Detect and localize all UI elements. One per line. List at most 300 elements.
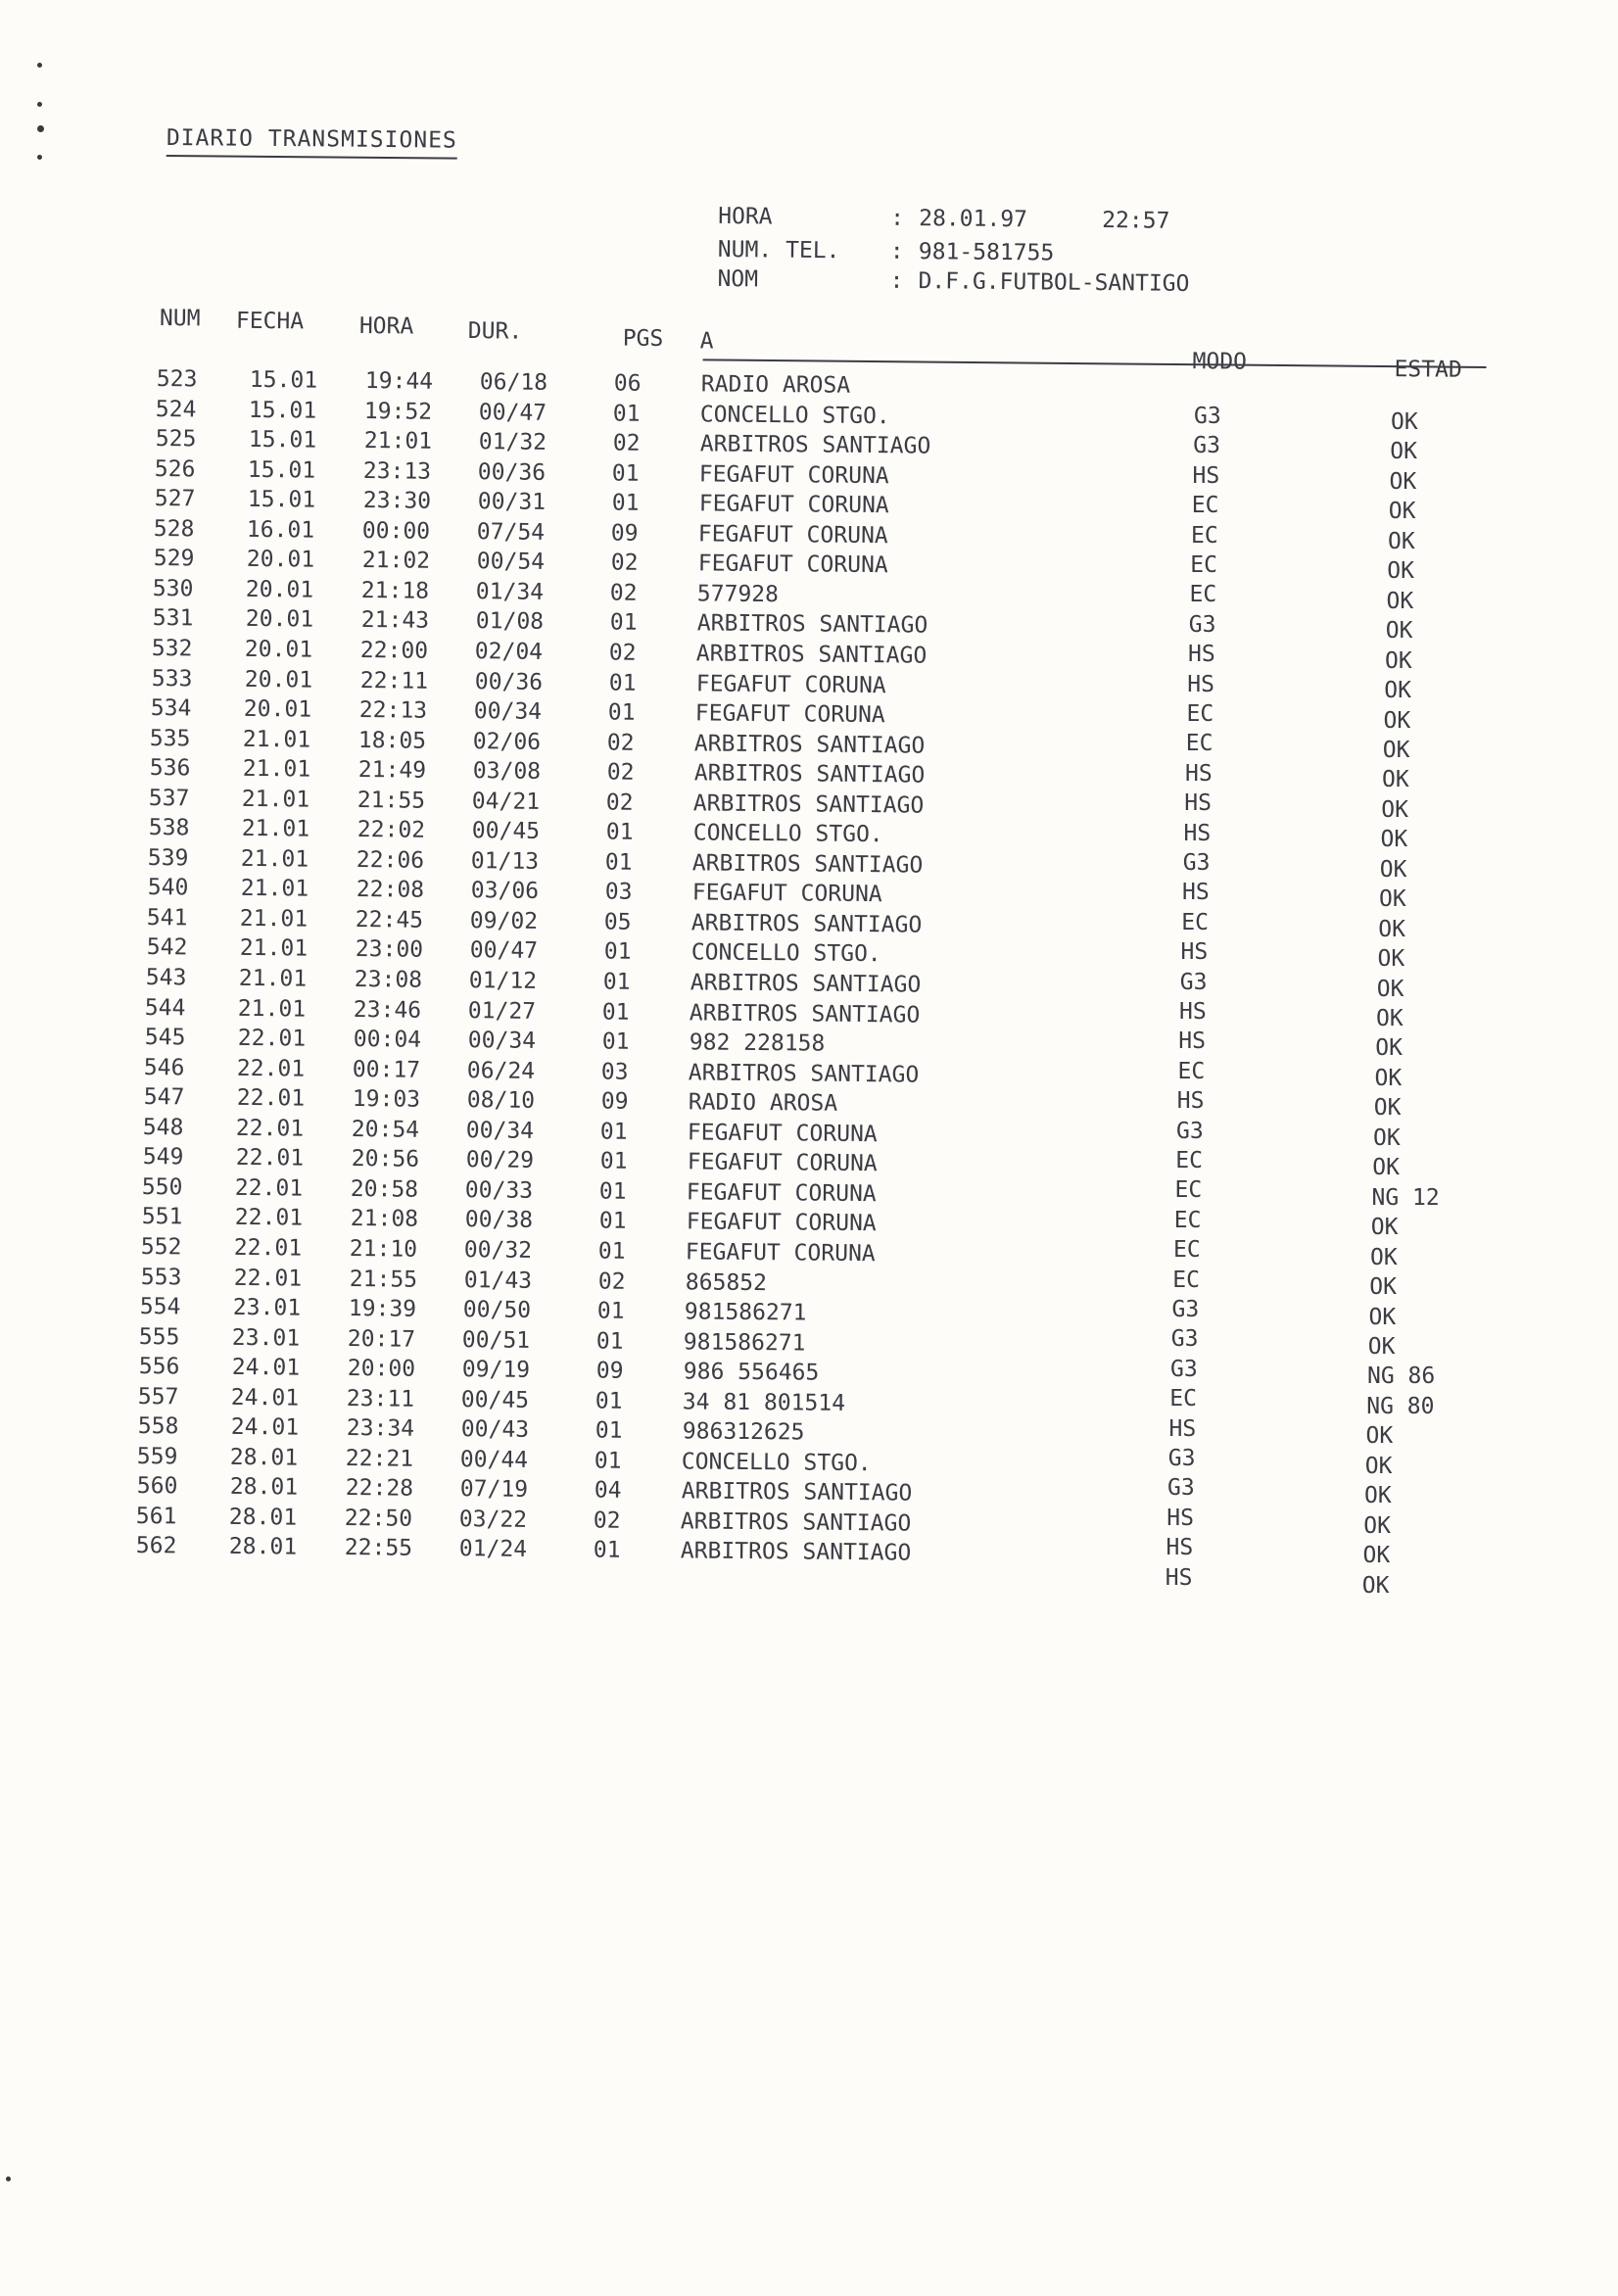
cell-a: FEGAFUT CORUNA: [685, 1239, 876, 1268]
column-header-dur: DUR.: [467, 318, 523, 345]
cell-modo: HS: [1168, 1415, 1197, 1442]
cell-estad: OK: [1372, 1155, 1400, 1181]
cell-dur: 01/43: [463, 1267, 532, 1294]
cell-estad: OK: [1384, 678, 1411, 704]
hora-label: HORA: [718, 203, 773, 230]
cell-hora: 23:13: [363, 457, 432, 485]
cell-hora: 18:05: [358, 727, 427, 754]
cell-hora: 22:11: [359, 667, 428, 694]
cell-num: 539: [147, 844, 189, 872]
cell-modo: EC: [1173, 1237, 1201, 1264]
cell-dur: 06/24: [467, 1057, 536, 1084]
cell-dur: 01/34: [475, 579, 545, 605]
cell-estad: OK: [1367, 1333, 1396, 1360]
cell-num: 550: [141, 1173, 183, 1201]
column-header-a: A: [699, 328, 714, 355]
cell-hora: 21:55: [357, 787, 426, 814]
column-header-num: NUM: [159, 306, 201, 332]
cell-estad: OK: [1361, 1572, 1390, 1599]
cell-a: ARBITROS SANTIAGO: [690, 999, 921, 1028]
cell-dur: 01/32: [478, 429, 547, 455]
cell-dur: 00/45: [461, 1386, 530, 1413]
cell-fecha: 22.01: [236, 1085, 306, 1112]
cell-a: ARBITROS SANTIAGO: [696, 610, 928, 639]
cell-a: FEGAFUT CORUNA: [697, 521, 889, 549]
cell-a: ARBITROS SANTIAGO: [680, 1538, 911, 1567]
cell-pgs: 09: [610, 520, 639, 547]
cell-num: 553: [140, 1264, 182, 1290]
cell-a: FEGAFUT CORUNA: [698, 491, 889, 519]
cell-fecha: 15.01: [248, 427, 317, 454]
cell-modo: HS: [1179, 999, 1207, 1025]
cell-dur: 00/36: [474, 668, 543, 695]
cell-pgs: 01: [612, 460, 641, 487]
cell-dur: 00/47: [479, 399, 547, 426]
cell-modo: EC: [1191, 522, 1218, 549]
cell-fecha: 15.01: [249, 366, 318, 394]
cell-a: CONCELLO STGO.: [692, 820, 883, 848]
cell-dur: 00/34: [467, 1028, 537, 1054]
cell-pgs: 02: [593, 1507, 621, 1534]
cell-hora: 19:03: [352, 1086, 421, 1113]
cell-num: 529: [153, 546, 195, 572]
cell-modo: HS: [1183, 820, 1212, 846]
cell-estad: OK: [1364, 1483, 1392, 1509]
cell-pgs: 01: [601, 1028, 630, 1055]
cell-estad: OK: [1385, 618, 1413, 645]
cell-a: FEGAFUT CORUNA: [699, 460, 890, 489]
cell-num: 549: [142, 1144, 184, 1171]
cell-dur: 02/06: [473, 728, 542, 755]
cell-num: 526: [155, 455, 196, 483]
cell-pgs: 06: [613, 370, 642, 397]
cell-dur: 00/32: [463, 1237, 533, 1264]
cell-a: FEGAFUT CORUNA: [697, 550, 888, 579]
cell-estad: OK: [1390, 439, 1417, 465]
cell-estad: OK: [1374, 1065, 1403, 1091]
cell-modo: EC: [1181, 909, 1209, 935]
cell-num: 546: [144, 1054, 185, 1081]
cell-dur: 06/18: [479, 369, 548, 396]
cell-hora: 19:39: [348, 1296, 417, 1322]
cell-modo: EC: [1191, 493, 1219, 519]
cell-pgs: 02: [609, 580, 638, 606]
cell-estad: OK: [1383, 707, 1411, 734]
cell-estad: OK: [1382, 767, 1409, 793]
cell-hora: 21:10: [349, 1235, 418, 1263]
cell-modo: HS: [1192, 462, 1220, 489]
cell-modo: G3: [1188, 611, 1216, 638]
cell-modo: G3: [1167, 1475, 1195, 1502]
cell-estad: OK: [1379, 856, 1407, 883]
cell-dur: 08/10: [466, 1087, 536, 1115]
cell-a: FEGAFUT CORUNA: [694, 700, 885, 729]
nom-label: NOM: [717, 265, 759, 293]
cell-modo: HS: [1178, 1028, 1206, 1055]
cell-estad: OK: [1376, 1006, 1404, 1031]
cell-fecha: 24.01: [230, 1414, 299, 1441]
cell-dur: 01/12: [468, 968, 538, 994]
cell-dur: 00/50: [462, 1297, 532, 1323]
cell-pgs: 01: [602, 969, 631, 995]
cell-dur: 00/34: [465, 1117, 535, 1144]
cell-a: FEGAFUT CORUNA: [686, 1179, 877, 1208]
cell-hora: 23:30: [362, 488, 432, 514]
cell-hora: 21:02: [361, 548, 430, 575]
cell-fecha: 24.01: [231, 1384, 300, 1411]
cell-num: 554: [139, 1294, 181, 1320]
cell-fecha: 22.01: [237, 1055, 306, 1082]
cell-modo: HS: [1166, 1505, 1194, 1531]
cell-estad: OK: [1365, 1423, 1394, 1450]
cell-fecha: 22.01: [233, 1265, 302, 1292]
cell-num: 537: [149, 785, 190, 812]
cell-dur: 02/04: [474, 639, 544, 665]
cell-dur: 00/43: [460, 1416, 529, 1444]
cell-modo: EC: [1175, 1148, 1203, 1173]
cell-a: ARBITROS SANTIAGO: [694, 730, 926, 759]
cell-pgs: 01: [598, 1208, 627, 1235]
cell-num: 534: [150, 695, 192, 722]
cell-a: CONCELLO STGO.: [681, 1449, 873, 1476]
cell-num: 544: [145, 994, 186, 1021]
tel-value: 981-581755: [918, 239, 1055, 266]
cell-dur: 00/51: [462, 1326, 531, 1354]
cell-pgs: 01: [598, 1178, 627, 1205]
cell-fecha: 22.01: [237, 1026, 307, 1052]
cell-a: 986 556465: [683, 1359, 820, 1386]
cell-fecha: 22.01: [235, 1145, 304, 1172]
cell-estad: OK: [1387, 558, 1414, 585]
cell-pgs: 04: [594, 1477, 622, 1505]
nom-value: D.F.G.FUTBOL-SANTIGO: [918, 268, 1190, 297]
cell-modo: EC: [1185, 731, 1214, 757]
cell-hora: 19:52: [364, 398, 433, 425]
cell-pgs: 01: [596, 1298, 625, 1324]
cell-fecha: 20.01: [244, 666, 312, 694]
separator: :: [889, 267, 904, 294]
cell-hora: 20:54: [351, 1116, 420, 1143]
cell-a: ARBITROS SANTIAGO: [689, 1059, 920, 1088]
cell-estad: OK: [1364, 1453, 1393, 1479]
cell-hora: 23:00: [355, 936, 423, 964]
cell-estad: OK: [1378, 916, 1405, 942]
cell-modo: HS: [1182, 880, 1210, 906]
cell-estad: NG 86: [1367, 1363, 1436, 1390]
cell-pgs: 01: [599, 1119, 628, 1145]
cell-hora: 00:17: [353, 1056, 421, 1083]
cell-fecha: 28.01: [229, 1474, 298, 1501]
cell-dur: 00/31: [477, 489, 547, 516]
column-header-modo: MODO: [1192, 349, 1248, 375]
cell-modo: EC: [1173, 1207, 1202, 1233]
cell-a: ARBITROS SANTIAGO: [699, 431, 931, 459]
cell-modo: EC: [1174, 1177, 1203, 1204]
cell-hora: 23:34: [346, 1415, 414, 1442]
cell-pgs: 03: [604, 879, 633, 906]
cell-hora: 23:11: [347, 1385, 415, 1412]
cell-modo: HS: [1188, 642, 1215, 668]
cell-modo: HS: [1185, 760, 1213, 787]
cell-num: 558: [137, 1413, 179, 1440]
cell-modo: G3: [1182, 850, 1211, 876]
cell-fecha: 28.01: [228, 1504, 298, 1531]
cell-pgs: 01: [609, 609, 638, 637]
cell-dur: 07/54: [476, 518, 546, 546]
cell-hora: 22:45: [355, 906, 424, 933]
cell-pgs: 01: [599, 1148, 628, 1175]
cell-modo: HS: [1165, 1564, 1193, 1591]
cell-modo: HS: [1166, 1535, 1194, 1561]
cell-num: 536: [149, 755, 191, 782]
cell-fecha: 21.01: [239, 905, 309, 933]
cell-a: 34 81 801514: [683, 1389, 846, 1416]
column-header-estad: ESTAD: [1394, 357, 1462, 383]
cell-dur: 01/24: [458, 1536, 527, 1563]
cell-pgs: 01: [596, 1328, 625, 1355]
cell-estad: OK: [1382, 737, 1410, 763]
cell-estad: OK: [1362, 1543, 1391, 1569]
cell-modo: G3: [1194, 404, 1221, 429]
cell-a: FEGAFUT CORUNA: [695, 670, 886, 698]
cell-hora: 22:00: [359, 637, 429, 664]
cell-modo: G3: [1176, 1118, 1204, 1144]
cell-fecha: 15.01: [249, 397, 317, 424]
cell-fecha: 22.01: [234, 1205, 303, 1231]
cell-dur: 00/44: [459, 1446, 529, 1473]
cell-pgs: 02: [612, 430, 641, 456]
cell-fecha: 15.01: [247, 487, 316, 513]
cell-pgs: 02: [607, 730, 636, 756]
cell-modo: G3: [1179, 969, 1208, 995]
cell-num: 531: [152, 605, 194, 632]
cell-estad: OK: [1369, 1274, 1397, 1301]
cell-fecha: 21.01: [243, 726, 311, 753]
cell-estad: OK: [1370, 1244, 1398, 1270]
cell-fecha: 20.01: [245, 576, 314, 603]
cell-dur: 01/13: [470, 847, 540, 875]
cell-pgs: 01: [608, 669, 637, 696]
cell-estad: OK: [1388, 499, 1416, 525]
cell-fecha: 22.01: [234, 1174, 304, 1202]
cell-a: CONCELLO STGO.: [700, 401, 891, 429]
cell-pgs: 01: [607, 699, 636, 726]
report-title: DIARIO TRANSMISIONES: [167, 125, 457, 160]
cell-fecha: 21.01: [238, 965, 308, 992]
cell-modo: EC: [1172, 1267, 1200, 1293]
cell-hora: 23:08: [354, 967, 423, 993]
cell-modo: EC: [1189, 582, 1217, 608]
cell-estad: OK: [1373, 1124, 1401, 1151]
cell-estad: OK: [1380, 827, 1408, 853]
cell-a: 981586271: [684, 1328, 806, 1357]
cell-hora: 22:13: [358, 697, 428, 724]
cell-dur: 00/38: [464, 1207, 533, 1234]
cell-fecha: 28.01: [229, 1444, 299, 1471]
cell-hora: 20:17: [348, 1325, 416, 1353]
cell-num: 560: [136, 1473, 178, 1500]
cell-pgs: 05: [603, 909, 632, 935]
cell-a: ARBITROS SANTIAGO: [681, 1478, 913, 1507]
cell-dur: 00/54: [476, 549, 545, 576]
cell-num: 547: [143, 1084, 185, 1111]
cell-num: 524: [156, 396, 197, 422]
cell-fecha: 20.01: [244, 636, 313, 663]
cell-estad: OK: [1379, 886, 1406, 913]
cell-estad: OK: [1391, 409, 1418, 435]
cell-pgs: 01: [595, 1388, 623, 1414]
cell-pgs: 01: [613, 401, 642, 427]
cell-dur: 03/06: [470, 878, 539, 905]
cell-dur: 00/29: [465, 1147, 534, 1174]
tel-label: NUM. TEL.: [717, 236, 840, 264]
column-header-hora: HORA: [358, 312, 414, 340]
cell-modo: G3: [1171, 1297, 1200, 1322]
cell-fecha: 23.01: [232, 1324, 301, 1352]
cell-dur: 07/19: [459, 1476, 528, 1504]
cell-pgs: 09: [595, 1358, 624, 1384]
report-time: 22:57: [1102, 208, 1170, 234]
cell-num: 548: [143, 1114, 184, 1141]
cell-num: 540: [147, 875, 189, 901]
cell-modo: HS: [1187, 671, 1214, 697]
cell-hora: 20:58: [350, 1175, 419, 1203]
cell-pgs: 01: [611, 490, 640, 516]
cell-a: CONCELLO STGO.: [690, 939, 881, 968]
cell-dur: 03/08: [472, 758, 542, 785]
cell-hora: 00:04: [353, 1027, 422, 1053]
cell-fecha: 20.01: [246, 547, 314, 573]
cell-num: 545: [144, 1025, 186, 1051]
cell-dur: 03/22: [458, 1507, 528, 1533]
cell-fecha: 16.01: [246, 516, 315, 544]
cell-num: 551: [141, 1204, 183, 1230]
cell-num: 543: [145, 965, 187, 991]
cell-a: ARBITROS SANTIAGO: [695, 641, 928, 669]
cell-num: 532: [151, 635, 193, 662]
cell-fecha: 21.01: [239, 935, 308, 963]
cell-a: ARBITROS SANTIAGO: [693, 760, 926, 789]
cell-a: FEGAFUT CORUNA: [687, 1120, 879, 1147]
cell-fecha: 28.01: [228, 1534, 297, 1561]
cell-num: 535: [150, 725, 191, 751]
cell-modo: G3: [1170, 1326, 1199, 1353]
cell-hora: 22:06: [356, 846, 425, 874]
cell-modo: EC: [1177, 1058, 1206, 1084]
cell-fecha: 21.01: [242, 756, 311, 783]
cell-num: 530: [152, 575, 194, 602]
cell-a: 982 228158: [689, 1029, 826, 1057]
cell-hora: 19:44: [364, 368, 434, 395]
cell-estad: OK: [1386, 588, 1414, 614]
cell-pgs: 01: [605, 819, 634, 845]
cell-dur: 00/33: [464, 1177, 534, 1204]
separator: :: [889, 238, 904, 264]
cell-estad: OK: [1376, 976, 1404, 1002]
cell-dur: 09/19: [461, 1357, 531, 1383]
cell-fecha: 22.01: [235, 1115, 305, 1142]
cell-pgs: 02: [610, 550, 639, 577]
cell-num: 538: [148, 815, 190, 841]
cell-num: 525: [155, 426, 197, 453]
cell-num: 556: [138, 1354, 180, 1380]
cell-pgs: 02: [597, 1268, 626, 1295]
cell-pgs: 01: [603, 938, 632, 966]
cell-estad: OK: [1389, 468, 1417, 495]
cell-hora: 20:00: [347, 1356, 416, 1382]
cell-estad: OK: [1370, 1215, 1399, 1241]
cell-modo: EC: [1190, 552, 1217, 578]
column-header-pgs: PGS: [622, 325, 664, 352]
cell-num: 528: [154, 515, 195, 543]
cell-num: 542: [146, 934, 188, 961]
cell-pgs: 02: [606, 759, 635, 786]
cell-a: 865852: [685, 1268, 767, 1296]
cell-dur: 00/47: [469, 937, 538, 965]
cell-a: RADIO AROSA: [688, 1089, 838, 1117]
cell-estad: OK: [1388, 528, 1415, 554]
cell-dur: 01/27: [468, 997, 537, 1025]
cell-a: RADIO AROSA: [700, 371, 851, 399]
cell-dur: 00/45: [471, 818, 540, 845]
cell-fecha: 23.01: [232, 1294, 302, 1321]
cell-fecha: 21.01: [241, 816, 309, 842]
separator: :: [890, 205, 905, 231]
cell-pgs: 01: [602, 999, 631, 1026]
cell-fecha: 24.01: [231, 1355, 301, 1381]
cell-modo: HS: [1176, 1088, 1205, 1115]
cell-modo: G3: [1193, 433, 1220, 459]
cell-estad: OK: [1385, 647, 1412, 674]
cell-pgs: 01: [595, 1417, 623, 1444]
cell-a: 577928: [696, 581, 780, 607]
cell-estad: OK: [1363, 1512, 1391, 1539]
cell-a: FEGAFUT CORUNA: [687, 1149, 878, 1177]
cell-num: 533: [151, 665, 193, 692]
cell-hora: 22:50: [344, 1505, 413, 1532]
cell-hora: 21:43: [360, 607, 429, 635]
cell-estad: OK: [1381, 796, 1408, 823]
cell-hora: 22:28: [345, 1475, 413, 1503]
cell-pgs: 09: [600, 1088, 629, 1115]
cell-num: 562: [135, 1533, 177, 1559]
cell-modo: HS: [1184, 790, 1212, 817]
cell-pgs: 01: [593, 1537, 621, 1564]
cell-num: 527: [154, 486, 196, 512]
cell-num: 559: [136, 1443, 178, 1470]
cell-estad: NG 80: [1366, 1393, 1435, 1419]
cell-hora: 21:49: [357, 757, 427, 784]
cell-pgs: 01: [597, 1238, 626, 1265]
cell-a: ARBITROS SANTIAGO: [690, 910, 923, 938]
cell-pgs: 02: [606, 789, 634, 816]
cell-estad: OK: [1373, 1095, 1402, 1122]
cell-num: 552: [140, 1233, 182, 1261]
cell-num: 523: [156, 366, 198, 393]
cell-num: 557: [138, 1383, 179, 1411]
cell-dur: 04/21: [472, 788, 541, 815]
cell-hora: 22:21: [345, 1445, 414, 1472]
cell-hora: 22:02: [357, 817, 425, 843]
cell-num: 555: [139, 1323, 180, 1350]
cell-fecha: 20.01: [243, 695, 312, 723]
cell-hora: 00:00: [361, 517, 431, 545]
cell-hora: 21:08: [350, 1206, 418, 1233]
cell-hora: 22:55: [344, 1535, 412, 1562]
cell-hora: 23:46: [354, 996, 422, 1024]
cell-fecha: 22.01: [233, 1234, 303, 1262]
cell-modo: EC: [1169, 1386, 1197, 1412]
